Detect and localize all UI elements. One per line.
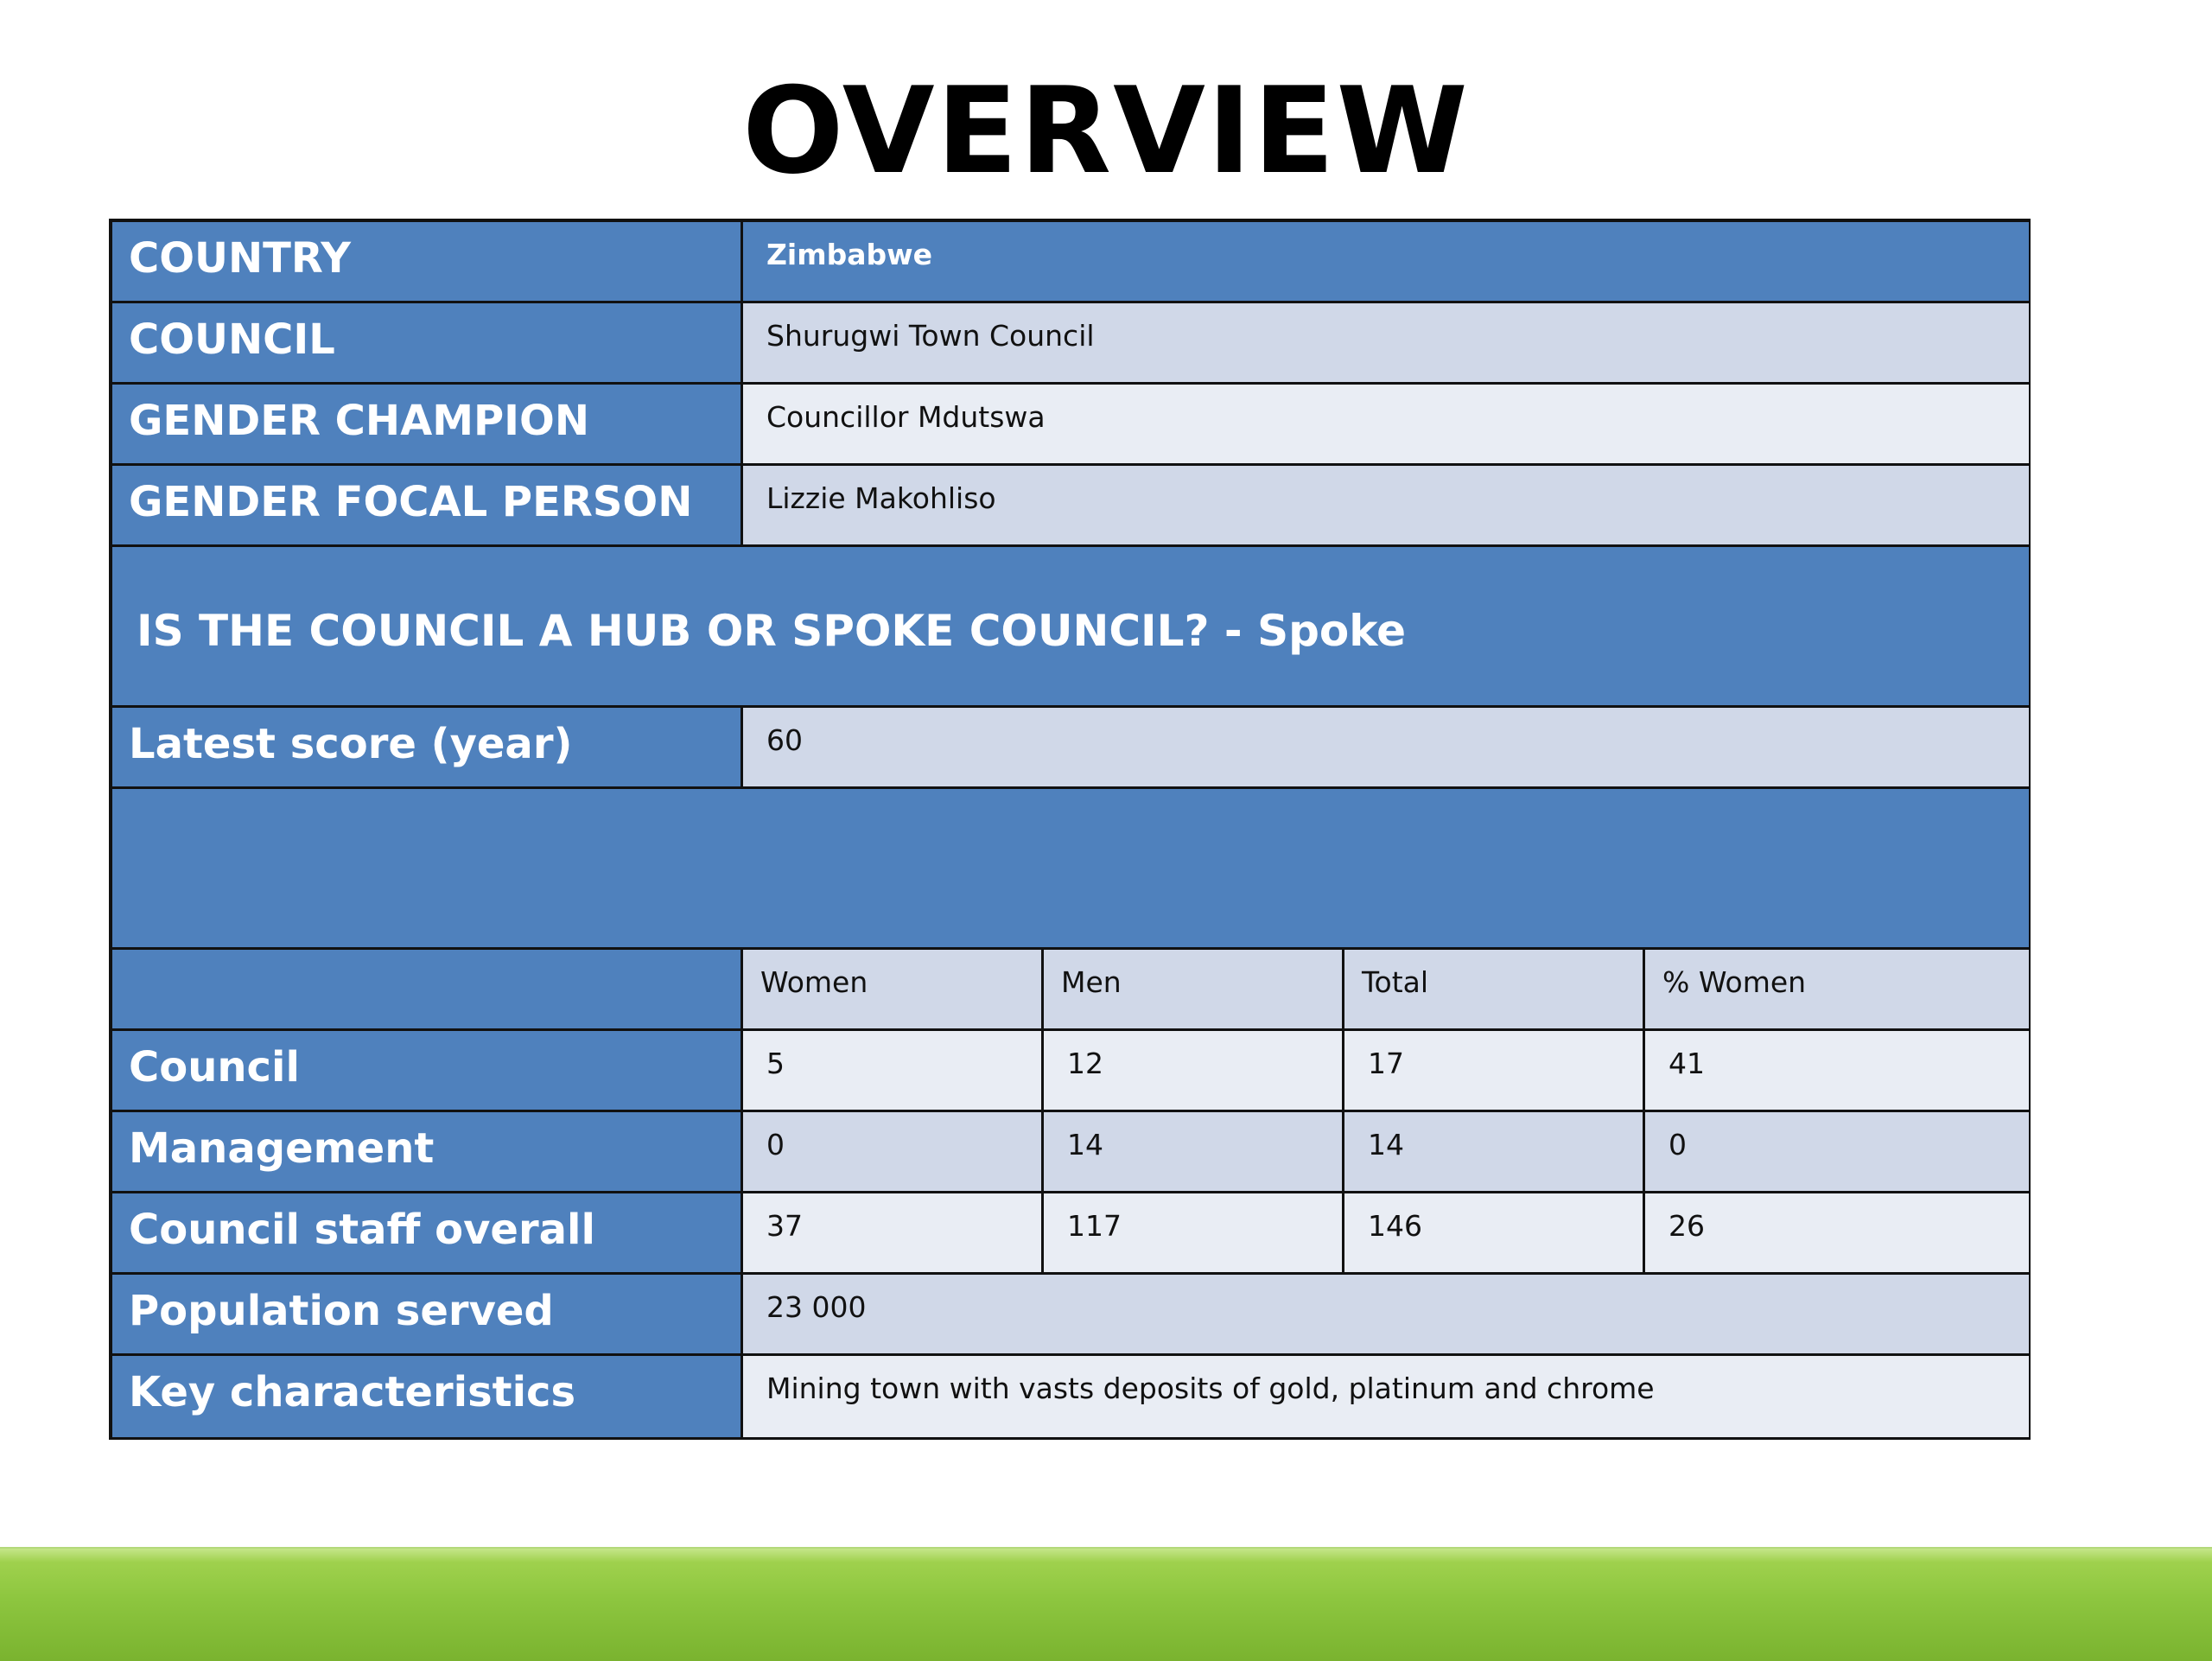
key-characteristics-label: Key characteristics (112, 1356, 743, 1437)
header-men: Men (1044, 950, 1344, 1031)
gender-champion-label: GENDER CHAMPION (112, 385, 743, 466)
management-women: 0 (743, 1112, 1044, 1193)
management-total: 14 (1344, 1112, 1645, 1193)
population-served-label: Population served (112, 1275, 743, 1356)
breakdown-row-label: Council (112, 1031, 743, 1112)
council-total: 17 (1344, 1031, 1645, 1112)
breakdown-row-label: Council staff overall (112, 1193, 743, 1275)
council-label: COUNCIL (112, 303, 743, 385)
council-percent-women: 41 (1645, 1031, 2029, 1112)
staff-men: 117 (1044, 1193, 1344, 1275)
header-women: Women (743, 950, 1044, 1031)
gender-focal-person-value: Lizzie Makohliso (743, 466, 2029, 547)
gender-champion-value: Councillor Mdutswa (743, 385, 2029, 466)
management-percent-women: 0 (1645, 1112, 2029, 1193)
population-served-value: 23 000 (743, 1275, 2029, 1356)
page-title: OVERVIEW (742, 61, 1470, 200)
staff-percent-women: 26 (1645, 1193, 2029, 1275)
council-value: Shurugwi Town Council (743, 303, 2029, 385)
country-value: Zimbabwe (743, 222, 2029, 303)
breakdown-row-label: Management (112, 1112, 743, 1193)
footer-band (0, 1547, 2212, 1661)
management-men: 14 (1044, 1112, 1344, 1193)
overview-table (109, 219, 2031, 1440)
latest-score-label: Latest score (year) (112, 708, 743, 789)
staff-women: 37 (743, 1193, 1044, 1275)
hub-spoke-question: IS THE COUNCIL A HUB OR SPOKE COUNCIL? - Spoke (112, 547, 2029, 708)
council-women: 5 (743, 1031, 1044, 1112)
key-characteristics-value: Mining town with vasts deposits of gold, platinum and chrome (743, 1356, 2029, 1437)
gender-focal-person-label: GENDER FOCAL PERSON (112, 466, 743, 547)
header-total: Total (1344, 950, 1645, 1031)
breakdown-header-corner (112, 950, 743, 1031)
country-label: COUNTRY (112, 222, 743, 303)
staff-total: 146 (1344, 1193, 1645, 1275)
latest-score-value: 60 (743, 708, 2029, 789)
header-percent-women: % Women (1645, 950, 2029, 1031)
council-men: 12 (1044, 1031, 1344, 1112)
blank-band (112, 789, 2029, 950)
